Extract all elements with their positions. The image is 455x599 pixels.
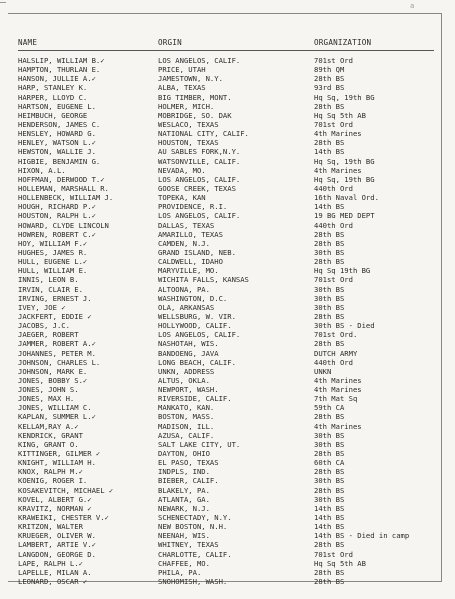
table-row [18,440,438,449]
organization-cell: 440th Ord [314,220,353,230]
name-cell: HOWARD, CLYDE LINCOLN [18,220,109,230]
table-row [18,257,438,266]
name-cell: KNIGHT, WILLIAM H. [18,458,96,468]
table-header [18,38,433,50]
origin-cell: BIG TIMBER, MONT. [158,92,232,102]
organization-cell: 4th Marines [314,129,362,139]
origin-cell: BOSTON, MASS. [158,412,215,422]
origin-cell: HOUSTON, TEXAS [158,138,219,148]
table-row [18,476,438,485]
table-row [18,147,438,156]
table-row [18,138,438,147]
origin-cell: EL PASO, TEXAS [158,458,219,468]
origin-cell: INDPLS, IND. [158,467,210,477]
name-cell: HIGBIE, BENJAMIN G. [18,156,101,166]
name-cell: HOWREN, ROBERT C.✓ [18,229,96,239]
table-row [18,294,438,303]
table-row [18,285,438,294]
name-cell: HENSLEY, HOWARD G. [18,129,96,139]
organization-cell: 28th BS [314,257,345,267]
organization-cell: 7th Mat Sq [314,394,358,404]
organization-cell: 14th BS [314,513,345,523]
table-row [18,157,438,166]
organization-cell: 30th BS [314,439,345,449]
origin-cell: SNOHOMISH, WASH. [158,577,228,587]
organization-cell: 701st Ord [314,119,353,129]
table-row [18,184,438,193]
organization-cell: 30th BS - Died [314,321,375,331]
origin-cell: WESLACO, TEXAS [158,119,219,129]
organization-cell: 14th BS [314,147,345,157]
table-row [18,312,438,321]
table-row [18,275,438,284]
origin-cell: LOS ANGELOS, CALIF. [158,174,241,184]
name-cell: KOVEL, ALBERT G.✓ [18,494,92,504]
table-row [18,385,438,394]
table-row [18,93,438,102]
name-cell: HAMPTON, THURLAN E. [18,65,101,75]
organization-cell: 60th CA [314,458,345,468]
table-row [18,239,438,248]
origin-cell: HOLLYWOOD, CALIF. [158,321,232,331]
origin-cell: LOS ANGELOS, CALIF. [158,330,241,340]
table-row [18,330,438,339]
table-row [18,221,438,230]
organization-cell: 28th BS [314,101,345,111]
organization-cell: Hq Sq 5th AB [314,558,366,568]
table-row [18,266,438,275]
name-cell: HALSLIP, WILLIAM B.✓ [18,56,105,65]
organization-cell: 28th BS [314,412,345,422]
table-row [18,486,438,495]
name-cell: KENDRICK, GRANT [18,430,83,440]
organization-cell: 28th BS [314,540,345,550]
origin-cell: MOBRIDGE, SO. DAK [158,110,232,120]
name-cell: KNOX, RALPH M.✓ [18,467,83,477]
origin-cell: NATIONAL CITY, CALIF. [158,129,249,139]
origin-cell: NEWARK, N.J. [158,503,210,513]
name-cell: LAPELLE, MILAN A. [18,567,92,577]
organization-cell: 28th BS [314,467,345,477]
name-cell: JONES, MAX H. [18,394,75,404]
table-row [18,74,438,83]
origin-cell: LOS ANGELOS, CALIF. [158,56,241,65]
name-column-header: NAME [18,38,38,47]
origin-cell: MARYVILLE, MO. [158,266,219,276]
name-cell: HEIMBUCH, GEORGE [18,110,88,120]
origin-cell: MADISON, ILL. [158,421,215,431]
name-cell: IRVIN, CLAIR E. [18,284,83,294]
organization-cell: 28th BS [314,311,345,321]
organization-cell: 14th BS [314,522,345,532]
name-cell: HOLLENBECK, WILLIAM J. [18,193,114,203]
table-row [18,467,438,476]
organization-cell: 701st Ord. [314,330,358,340]
table-row [18,458,438,467]
name-cell: KRITZON, WALTER [18,522,83,532]
name-cell: IVEY, JOE ✓ [18,302,66,312]
name-cell: KITTINGER, GILMER ✓ [18,449,101,459]
organization-cell: 28th BS [314,567,345,577]
table-row [18,394,438,403]
organization-cell: 28th BS [314,138,345,148]
origin-cell: WHITNEY, TEXAS [158,540,219,550]
table-row [18,559,438,568]
name-cell: HARTSON, EUGENE L. [18,101,96,111]
name-cell: JONES, JOHN S. [18,385,79,395]
organization-cell: 19 BG MED DEPT [314,211,375,221]
organization-cell: 440th Ord [314,183,353,193]
table-row [18,431,438,440]
name-cell: INNIS, LEON B. [18,275,79,285]
organization-cell: 440th Ord [314,357,353,367]
origin-cell: ALTUS, OKLA. [158,375,210,385]
origin-cell: ALTOONA, PA. [158,284,210,294]
table-row [18,577,438,586]
organization-cell: 89th QM [314,65,345,75]
origin-cell: PHILA, PA. [158,567,202,577]
organization-cell: DUTCH ARMY [314,348,358,358]
name-cell: LAMBERT, ARTIE V.✓ [18,540,96,550]
origin-cell: DAYTON, OHIO [158,449,210,459]
origin-cell: WICHITA FALLS, KANSAS [158,275,249,285]
name-cell: HULL, WILLIAM E. [18,266,88,276]
organization-cell: Hq Sq, 19th BG [314,156,375,166]
table-row [18,120,438,129]
name-cell: HENDERSON, JAMES C. [18,119,101,129]
table-row [18,248,438,257]
name-cell: HENLEY, WATSON L.✓ [18,138,96,148]
organization-cell: 14th BS - Died in camp [314,531,410,541]
name-cell: JONES, BOBBY S.✓ [18,375,88,385]
origin-cell: NASHOTAH, WIS. [158,339,219,349]
name-cell: KRUEGER, OLIVER W. [18,531,96,541]
name-cell: KING, GRANT O. [18,439,79,449]
table-row [18,129,438,138]
roster-table [18,56,438,586]
table-row [18,230,438,239]
origin-cell: SALT LAKE CITY, UT. [158,439,241,449]
name-cell: HOY, WILLIAM F.✓ [18,238,88,248]
organization-cell: 28th BS [314,449,345,459]
table-row [18,111,438,120]
frame-right-border [441,13,442,581]
table-row [18,303,438,312]
organization-cell: 701st Ord [314,56,353,65]
table-row [18,211,438,220]
organization-cell: 4th Marines [314,375,362,385]
origin-cell: DALLAS, TEXAS [158,220,215,230]
name-cell: KAPLAN, SUMMER L.✓ [18,412,96,422]
table-row [18,358,438,367]
organization-cell: 14th BS [314,202,345,212]
table-row [18,65,438,74]
table-row [18,403,438,412]
origin-cell: GRAND ISLAND, NEB. [158,247,236,257]
name-cell: HIXON, A.L. [18,165,66,175]
name-cell: JACOBS, J.C. [18,321,70,331]
organization-cell: 30th BS [314,293,345,303]
table-row [18,321,438,330]
organization-cell: Hq Sq 19th BG [314,266,371,276]
origin-cell: ATLANTA, GA. [158,494,210,504]
organization-cell: Hq Sq 5th AB [314,110,366,120]
origin-cell: UNKN, ADDRESS [158,366,215,376]
name-cell: KOENIG, ROGER I. [18,476,88,486]
organization-cell: 28th BS [314,577,345,587]
table-row [18,56,438,65]
name-cell: JOHNSON, MARK E. [18,366,88,376]
name-cell: HOUGH, RICHARD P.✓ [18,202,96,212]
origin-cell: WATSONVILLE, CALIF. [158,156,241,166]
organization-cell: 30th BS [314,476,345,486]
origin-cell: HOLMER, MICH. [158,101,215,111]
organization-cell: 16th Naval Ord. [314,193,379,203]
name-cell: KRAVITZ, NORMAN ✓ [18,503,92,513]
origin-cell: SCHENECTADY, N.Y. [158,513,232,523]
table-row [18,166,438,175]
edge-tick-mark [0,2,6,3]
table-row [18,367,438,376]
origin-cell: AMARILLO, TEXAS [158,229,223,239]
organization-cell: Hq Sq, 19th BG [314,92,375,102]
organization-cell: 28th BS [314,229,345,239]
origin-cell: LOS ANGELOS, CALIF. [158,211,241,221]
origin-cell: LONG BEACH, CALIF. [158,357,236,367]
origin-cell: CALDWELL, IDAHO [158,257,223,267]
name-cell: KELLAM,RAY A.✓ [18,421,79,431]
organization-column-header: ORGANIZATION [314,38,372,47]
origin-cell: CHARLOTTE, CALIF. [158,549,232,559]
origin-cell: NEVADA, MO. [158,165,206,175]
name-cell: LANGDON, GEORGE D. [18,549,96,559]
organization-cell: 30th BS [314,430,345,440]
origin-cell: NEW BOSTON, N.H. [158,522,228,532]
organization-cell: 28th BS [314,339,345,349]
name-cell: LEONARD, OSCAR ✓ [18,577,88,587]
organization-cell: 30th BS [314,494,345,504]
origin-cell: WASHINGTON, D.C. [158,293,228,303]
table-row [18,550,438,559]
name-cell: JAEGER, ROBERT [18,330,79,340]
organization-cell: 4th Marines [314,165,362,175]
origin-cell: TOPEKA, KAN [158,193,206,203]
organization-cell: 28th BS [314,74,345,84]
organization-cell: 93rd BS [314,83,345,93]
organization-cell: 30th BS [314,247,345,257]
table-row [18,522,438,531]
table-row [18,175,438,184]
name-cell: JAMMER, ROBERT A.✓ [18,339,96,349]
table-row [18,376,438,385]
table-row [18,504,438,513]
organization-cell: 30th BS [314,302,345,312]
frame-top-border [8,13,442,14]
organization-cell: 4th Marines [314,421,362,431]
name-cell: HANSON, JULLIE A.✓ [18,74,96,84]
origin-cell: MANKATO, KAN. [158,403,215,413]
name-cell: HARP, STANLEY K. [18,83,88,93]
name-cell: HARPER, LLOYD C. [18,92,88,102]
table-row [18,193,438,202]
origin-cell: BANDOENG, JAVA [158,348,219,358]
name-cell: JONES, WILLIAM C. [18,403,92,413]
table-row [18,568,438,577]
table-row [18,495,438,504]
table-row [18,422,438,431]
organization-cell: 30th BS [314,284,345,294]
organization-cell: 28th BS [314,238,345,248]
table-row [18,339,438,348]
organization-cell: 701st Ord [314,275,353,285]
table-row [18,531,438,540]
origin-cell: PROVIDENCE, R.I. [158,202,228,212]
origin-cell: WELLSBURG, W. VIR. [158,311,236,321]
name-cell: HOFFMAN, DERWOOD T.✓ [18,174,105,184]
origin-cell: CAMDEN, N.J. [158,238,210,248]
name-cell: HEWSTON, WALLIE J. [18,147,96,157]
table-row [18,102,438,111]
origin-cell: CHAFFEE, MO. [158,558,210,568]
header-divider [18,50,434,51]
origin-cell: JAMESTOWN, N.Y. [158,74,223,84]
organization-cell: 28th BS [314,485,345,495]
name-cell: HOLLEMAN, MARSHALL R. [18,183,109,193]
name-cell: JOHNSON, CHARLES L. [18,357,101,367]
table-row [18,449,438,458]
corner-mark: a [410,2,415,10]
table-row [18,202,438,211]
organization-cell: 4th Marines [314,385,362,395]
name-cell: KRAWEIKI, CHESTER V.✓ [18,513,109,523]
table-row [18,349,438,358]
name-cell: LAPE, RALPH L.✓ [18,558,83,568]
organization-cell: Hq Sq, 19th BG [314,174,375,184]
origin-cell: BLAKELY, PA. [158,485,210,495]
name-cell: KOSAKEVITCH, MICHAEL ✓ [18,485,114,495]
origin-cell: GOOSE CREEK, TEXAS [158,183,236,193]
origin-cell: AU SABLES FORK,N.Y. [158,147,241,157]
organization-cell: 59th CA [314,403,345,413]
origin-cell: ALBA, TEXAS [158,83,206,93]
name-cell: HOUSTON, RALPH L.✓ [18,211,96,221]
table-row [18,540,438,549]
organization-cell: 701st Ord [314,549,353,559]
name-cell: HUGHES, JAMES R. [18,247,88,257]
table-row [18,412,438,421]
origin-column-header: ORGIN [158,38,182,47]
table-row [18,83,438,92]
name-cell: HULL, EUGENE L.✓ [18,257,88,267]
origin-cell: PRICE, UTAH [158,65,206,75]
name-cell: JACKFERT, EDDIE ✓ [18,311,92,321]
origin-cell: AZUSA, CALIF. [158,430,215,440]
origin-cell: OLA, ARKANSAS [158,302,215,312]
name-cell: JOHANNES, PETER M. [18,348,96,358]
organization-cell: 14th BS [314,503,345,513]
name-cell: IRVING, ERNEST J. [18,293,92,303]
origin-cell: NEENAH, WIS. [158,531,210,541]
origin-cell: RIVERSIDE, CALIF. [158,394,232,404]
origin-cell: NEWPORT, WASH. [158,385,219,395]
origin-cell: BIEBER, CALIF. [158,476,219,486]
organization-cell: UNKN [314,366,332,376]
table-row [18,513,438,522]
